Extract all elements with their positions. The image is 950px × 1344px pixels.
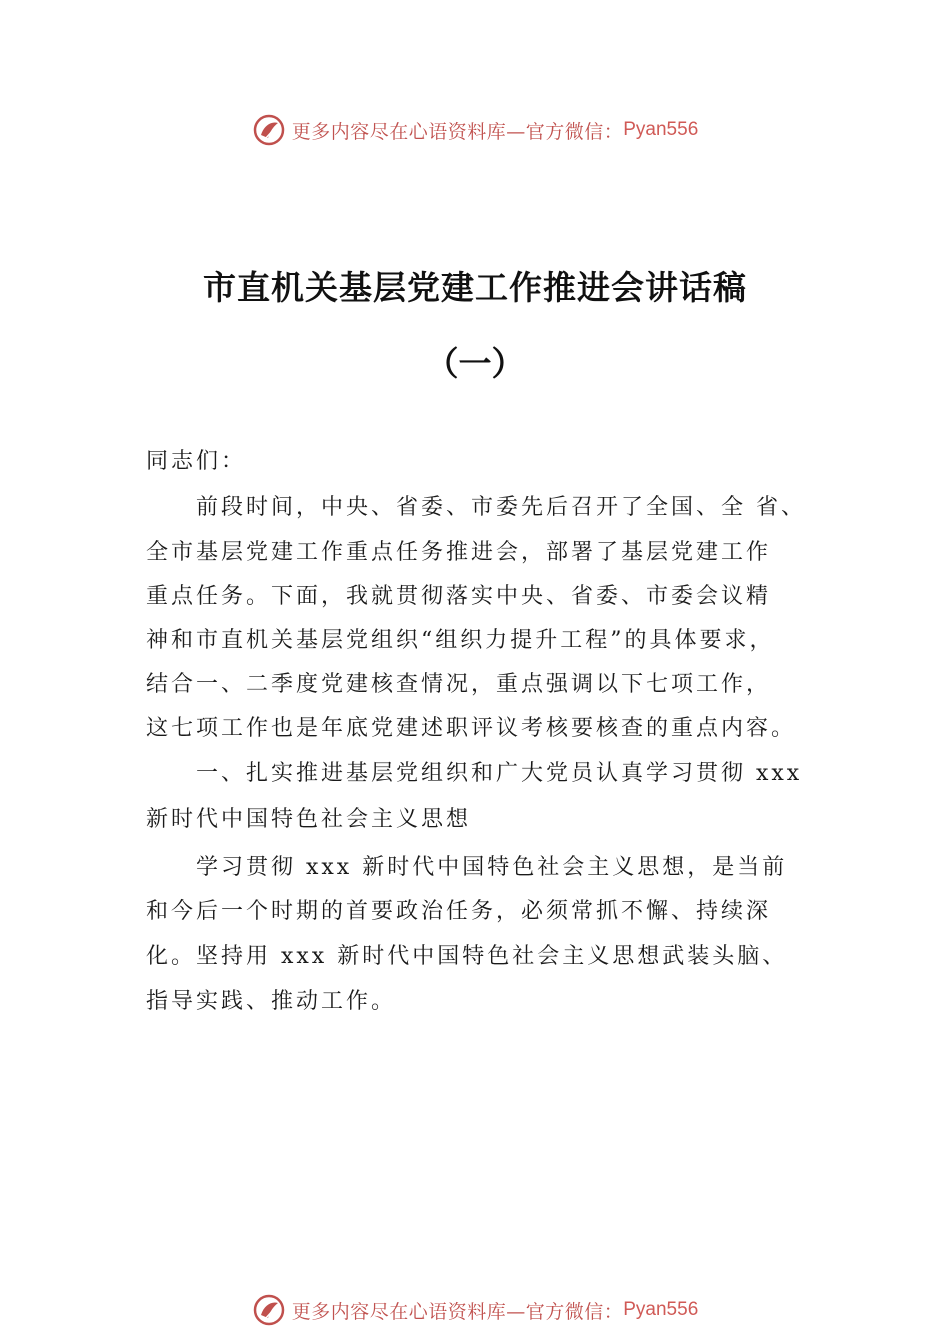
watermark-header <box>0 110 950 150</box>
body-line: 重点任务。下面，我就贯彻落实中央、省委、市委会议精 <box>146 584 772 609</box>
logo-icon <box>252 113 286 147</box>
body-line: 指导实践、推动工作。 <box>146 989 397 1014</box>
document-title: 市直机关基层党建工作推进会讲话稿 <box>203 268 747 307</box>
watermark-text: 更多内容尽在心语资料库—官方微信： <box>291 120 624 143</box>
body-line: 全市基层党建工作重点任务推进会，部署了基层党建工作 <box>146 540 772 565</box>
body-line: 化。坚持用 xxx 新时代中国特色社会主义思想武装头脑、 <box>146 944 788 969</box>
watermark-footer <box>0 1290 950 1330</box>
body-line: 结合一、二季度党建核查情况，重点强调以下七项工作， <box>146 672 772 697</box>
body-line: 和今后一个时期的首要政治任务，必须常抓不懈、持续深 <box>146 899 772 924</box>
body-line: 前段时间，中央、省委、市委先后召开了全国、全 省、 <box>196 495 806 520</box>
watermark-text: 更多内容尽在心语资料库—官方微信： <box>291 1300 624 1323</box>
logo-icon <box>252 1293 286 1327</box>
body-line: 学习贯彻 xxx 新时代中国特色社会主义思想，是当前 <box>196 855 788 880</box>
body-line: 神和市直机关基层党组织“组织力提升工程”的具体要求， <box>146 628 775 653</box>
watermark-wechat-id: Pyan556 <box>623 1299 699 1320</box>
section-heading-continued: 新时代中国特色社会主义思想 <box>146 807 472 832</box>
section-heading: 一、扎实推进基层党组织和广大党员认真学习贯彻 xxx <box>196 761 803 786</box>
salutation: 同志们： <box>146 449 247 474</box>
body-line: 这七项工作也是年底党建述职评议考核要核查的重点内容。 <box>146 716 797 741</box>
document-subtitle: （一） <box>425 344 525 383</box>
watermark-wechat-id: Pyan556 <box>623 119 699 140</box>
